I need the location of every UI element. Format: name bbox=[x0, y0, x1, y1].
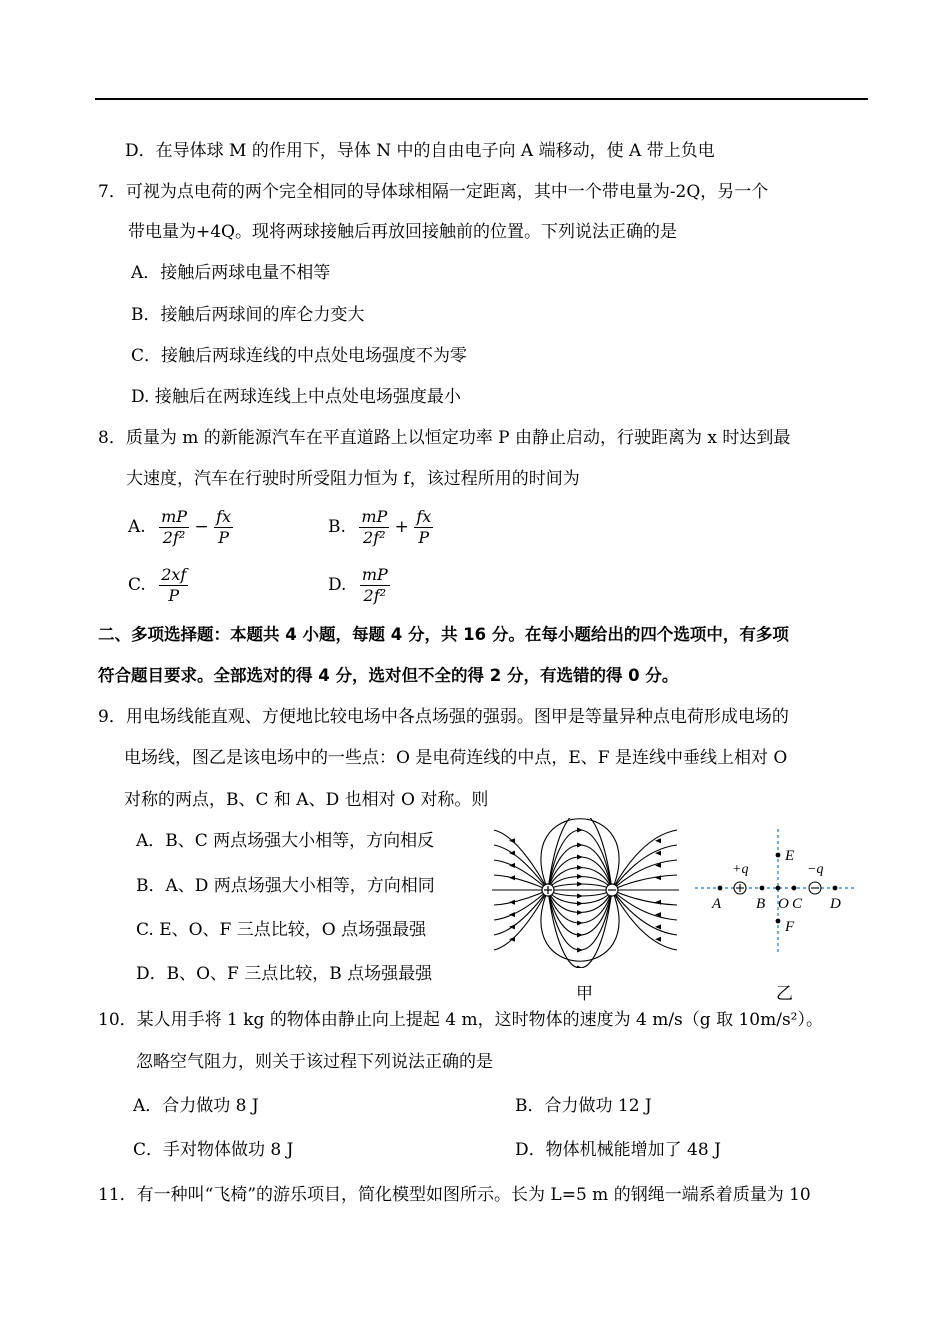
point-o bbox=[776, 886, 781, 891]
q8-a-fraction2 bbox=[214, 507, 233, 548]
q9-option-d: D．B、O、F 三点比较，B 点场强最强 bbox=[136, 964, 433, 984]
field-arrow bbox=[577, 933, 583, 938]
q8-b-fraction2 bbox=[414, 507, 433, 548]
numerator: mP bbox=[161, 507, 188, 526]
point-a bbox=[718, 886, 723, 891]
field-arrow bbox=[577, 843, 583, 848]
field-arrow bbox=[577, 865, 583, 870]
point-c bbox=[792, 886, 797, 891]
q9-option-a: A．B、C 两点场强大小相等，方向相反 bbox=[136, 831, 435, 851]
field-arrow bbox=[655, 875, 661, 880]
field-arrow bbox=[577, 874, 583, 879]
numerator: mP bbox=[361, 565, 388, 584]
figure-jia-caption: 甲 bbox=[576, 984, 593, 1004]
q7-option-d: D. 接触后在两球连线上中点处电场强度最小 bbox=[131, 387, 461, 407]
section2-heading-line2: 符合题目要求。全部选对的得 4 分，选对但不全的得 2 分，有选错的得 0 分。 bbox=[98, 666, 679, 685]
field-arrow bbox=[655, 838, 661, 843]
field-line bbox=[612, 830, 677, 890]
field-arrow bbox=[577, 910, 583, 915]
field-line bbox=[612, 890, 677, 950]
q9-option-c: C. E、O、F 三点比较，O 点场强最强 bbox=[136, 920, 427, 940]
field-arrow bbox=[509, 875, 515, 880]
field-arrow bbox=[577, 921, 583, 926]
field-lines bbox=[492, 818, 679, 968]
figure-yi-caption: 乙 bbox=[776, 984, 793, 1004]
denominator: P bbox=[218, 528, 229, 547]
q8-option-c bbox=[128, 563, 188, 607]
field-arrow bbox=[577, 948, 583, 953]
q8-option-a bbox=[128, 505, 233, 549]
point-b bbox=[760, 886, 765, 891]
label-e: E bbox=[785, 848, 795, 864]
q10-stem-line1: 10．某人用手将 1 kg 的物体由静止向上提起 4 m，这时物体的速度为 4 m/s（g 取 10m/s²）。 bbox=[98, 1010, 823, 1030]
denominator: 2f² bbox=[162, 528, 186, 547]
q10-stem-line2: 忽略空气阻力，则关于该过程下列说法正确的是 bbox=[136, 1052, 493, 1072]
q8-stem-line2: 大速度，汽车在行驶时所受阻力恒为 f，该过程所用的时间为 bbox=[126, 469, 580, 489]
label-d: D bbox=[830, 896, 841, 912]
field-arrow bbox=[577, 894, 583, 899]
label-b: B bbox=[756, 896, 766, 912]
field-line bbox=[548, 890, 612, 913]
positive-charge bbox=[542, 884, 554, 896]
denominator: P bbox=[168, 586, 180, 605]
denominator: 2f² bbox=[363, 528, 386, 547]
q8-stem-line1: 8．质量为 m 的新能源汽车在平直道路上以恒定功率 P 由静止启动，行驶距离为 x 时达到最 bbox=[98, 428, 791, 448]
operator-plus: + bbox=[394, 517, 409, 537]
field-arrow bbox=[577, 882, 583, 887]
field-arrow bbox=[577, 855, 583, 860]
field-arrows bbox=[509, 818, 661, 968]
denominator: P bbox=[418, 528, 430, 547]
q9-stem-line1: 9．用电场线能直观、方便地比较电场中各点场强的强弱。图甲是等量异种点电荷形成电场的 bbox=[98, 707, 789, 727]
point-d bbox=[833, 886, 838, 891]
field-line bbox=[494, 860, 548, 890]
q8-option-c-label: C. bbox=[128, 575, 146, 595]
field-arrow bbox=[577, 966, 583, 969]
q6-option-d: D．在导体球 M 的作用下，导体 N 中的自由电子向 A 端移动，使 A 带上负电 bbox=[125, 141, 715, 161]
label-f: F bbox=[785, 919, 795, 935]
q10-option-d: D．物体机械能增加了 48 J bbox=[515, 1140, 721, 1160]
section2-heading-line1: 二、多项选择题：本题共 4 小题，每题 4 分，共 16 分。在每小题给出的四个选项中，有多项 bbox=[98, 625, 789, 644]
q8-b-fraction1 bbox=[359, 507, 389, 548]
numerator: 2xf bbox=[161, 565, 187, 584]
field-arrow bbox=[509, 912, 515, 917]
operator-minus: − bbox=[194, 517, 209, 537]
plus-charge-symbol bbox=[734, 882, 746, 894]
field-arrow bbox=[577, 828, 583, 833]
field-line bbox=[612, 890, 677, 935]
q10-option-b: B．合力做功 12 J bbox=[515, 1096, 652, 1116]
field-line bbox=[548, 868, 612, 891]
field-line bbox=[494, 890, 548, 920]
q8-c-fraction bbox=[159, 565, 188, 606]
q7-stem-line1: 7．可视为点电荷的两个完全相同的导体球相隔一定距离，其中一个带电量为-2Q，另一个 bbox=[98, 182, 769, 202]
q9-stem-line2: 电场线，图乙是该电场中的一些点：O 是电荷连线的中点，E、F 是连线中垂线上相对 O bbox=[124, 748, 788, 768]
q8-option-d-label: D. bbox=[328, 575, 347, 595]
field-arrow bbox=[655, 937, 661, 942]
label-a: A bbox=[712, 896, 722, 912]
q7-option-c: C．接触后两球连线的中点处电场强度不为零 bbox=[131, 346, 468, 366]
points-figure bbox=[690, 825, 860, 975]
field-line bbox=[612, 845, 677, 890]
q11-stem-line1: 11．有一种叫“飞椅”的游乐项目，简化模型如图所示。长为 L=5 m 的钢绳一端系着质量为 10 bbox=[98, 1185, 811, 1205]
q7-option-b: B．接触后两球间的库仑力变大 bbox=[131, 305, 365, 325]
denominator: 2f² bbox=[363, 586, 387, 605]
field-line bbox=[548, 890, 612, 968]
q8-option-a-label: A. bbox=[128, 517, 146, 537]
field-arrow bbox=[655, 900, 661, 905]
minus-charge-symbol bbox=[809, 882, 821, 894]
q7-option-a: A．接触后两球电量不相等 bbox=[131, 263, 331, 283]
point-e bbox=[776, 853, 781, 858]
numerator: mP bbox=[361, 507, 388, 526]
field-lines-figure bbox=[488, 818, 683, 968]
label-o: O bbox=[778, 896, 789, 912]
label-minus-q: −q bbox=[807, 862, 824, 877]
q8-d-fraction bbox=[360, 565, 390, 606]
header-rule bbox=[95, 98, 868, 100]
negative-charge bbox=[606, 884, 618, 896]
q10-option-c: C．手对物体做功 8 J bbox=[133, 1140, 294, 1160]
q7-stem-line2: 带电量为+4Q。现将两球接触后再放回接触前的位置。下列说法正确的是 bbox=[128, 222, 677, 242]
q10-option-a: A．合力做功 8 J bbox=[133, 1096, 259, 1116]
q8-option-b bbox=[328, 505, 433, 549]
q9-option-b: B．A、D 两点场强大小相等，方向相同 bbox=[136, 876, 435, 896]
q9-stem-line3: 对称的两点，B、C 和 A、D 也相对 O 对称。则 bbox=[124, 790, 489, 810]
label-plus-q: +q bbox=[732, 862, 749, 877]
numerator: fx bbox=[216, 507, 232, 526]
field-arrow bbox=[577, 901, 583, 906]
q8-a-fraction1 bbox=[159, 507, 189, 548]
field-arrow bbox=[509, 863, 515, 868]
q8-option-b-label: B. bbox=[328, 517, 346, 537]
point-f bbox=[776, 919, 781, 924]
label-c: C bbox=[792, 896, 803, 912]
q8-option-d bbox=[328, 563, 390, 607]
field-arrow bbox=[509, 900, 515, 905]
numerator: fx bbox=[416, 507, 432, 526]
